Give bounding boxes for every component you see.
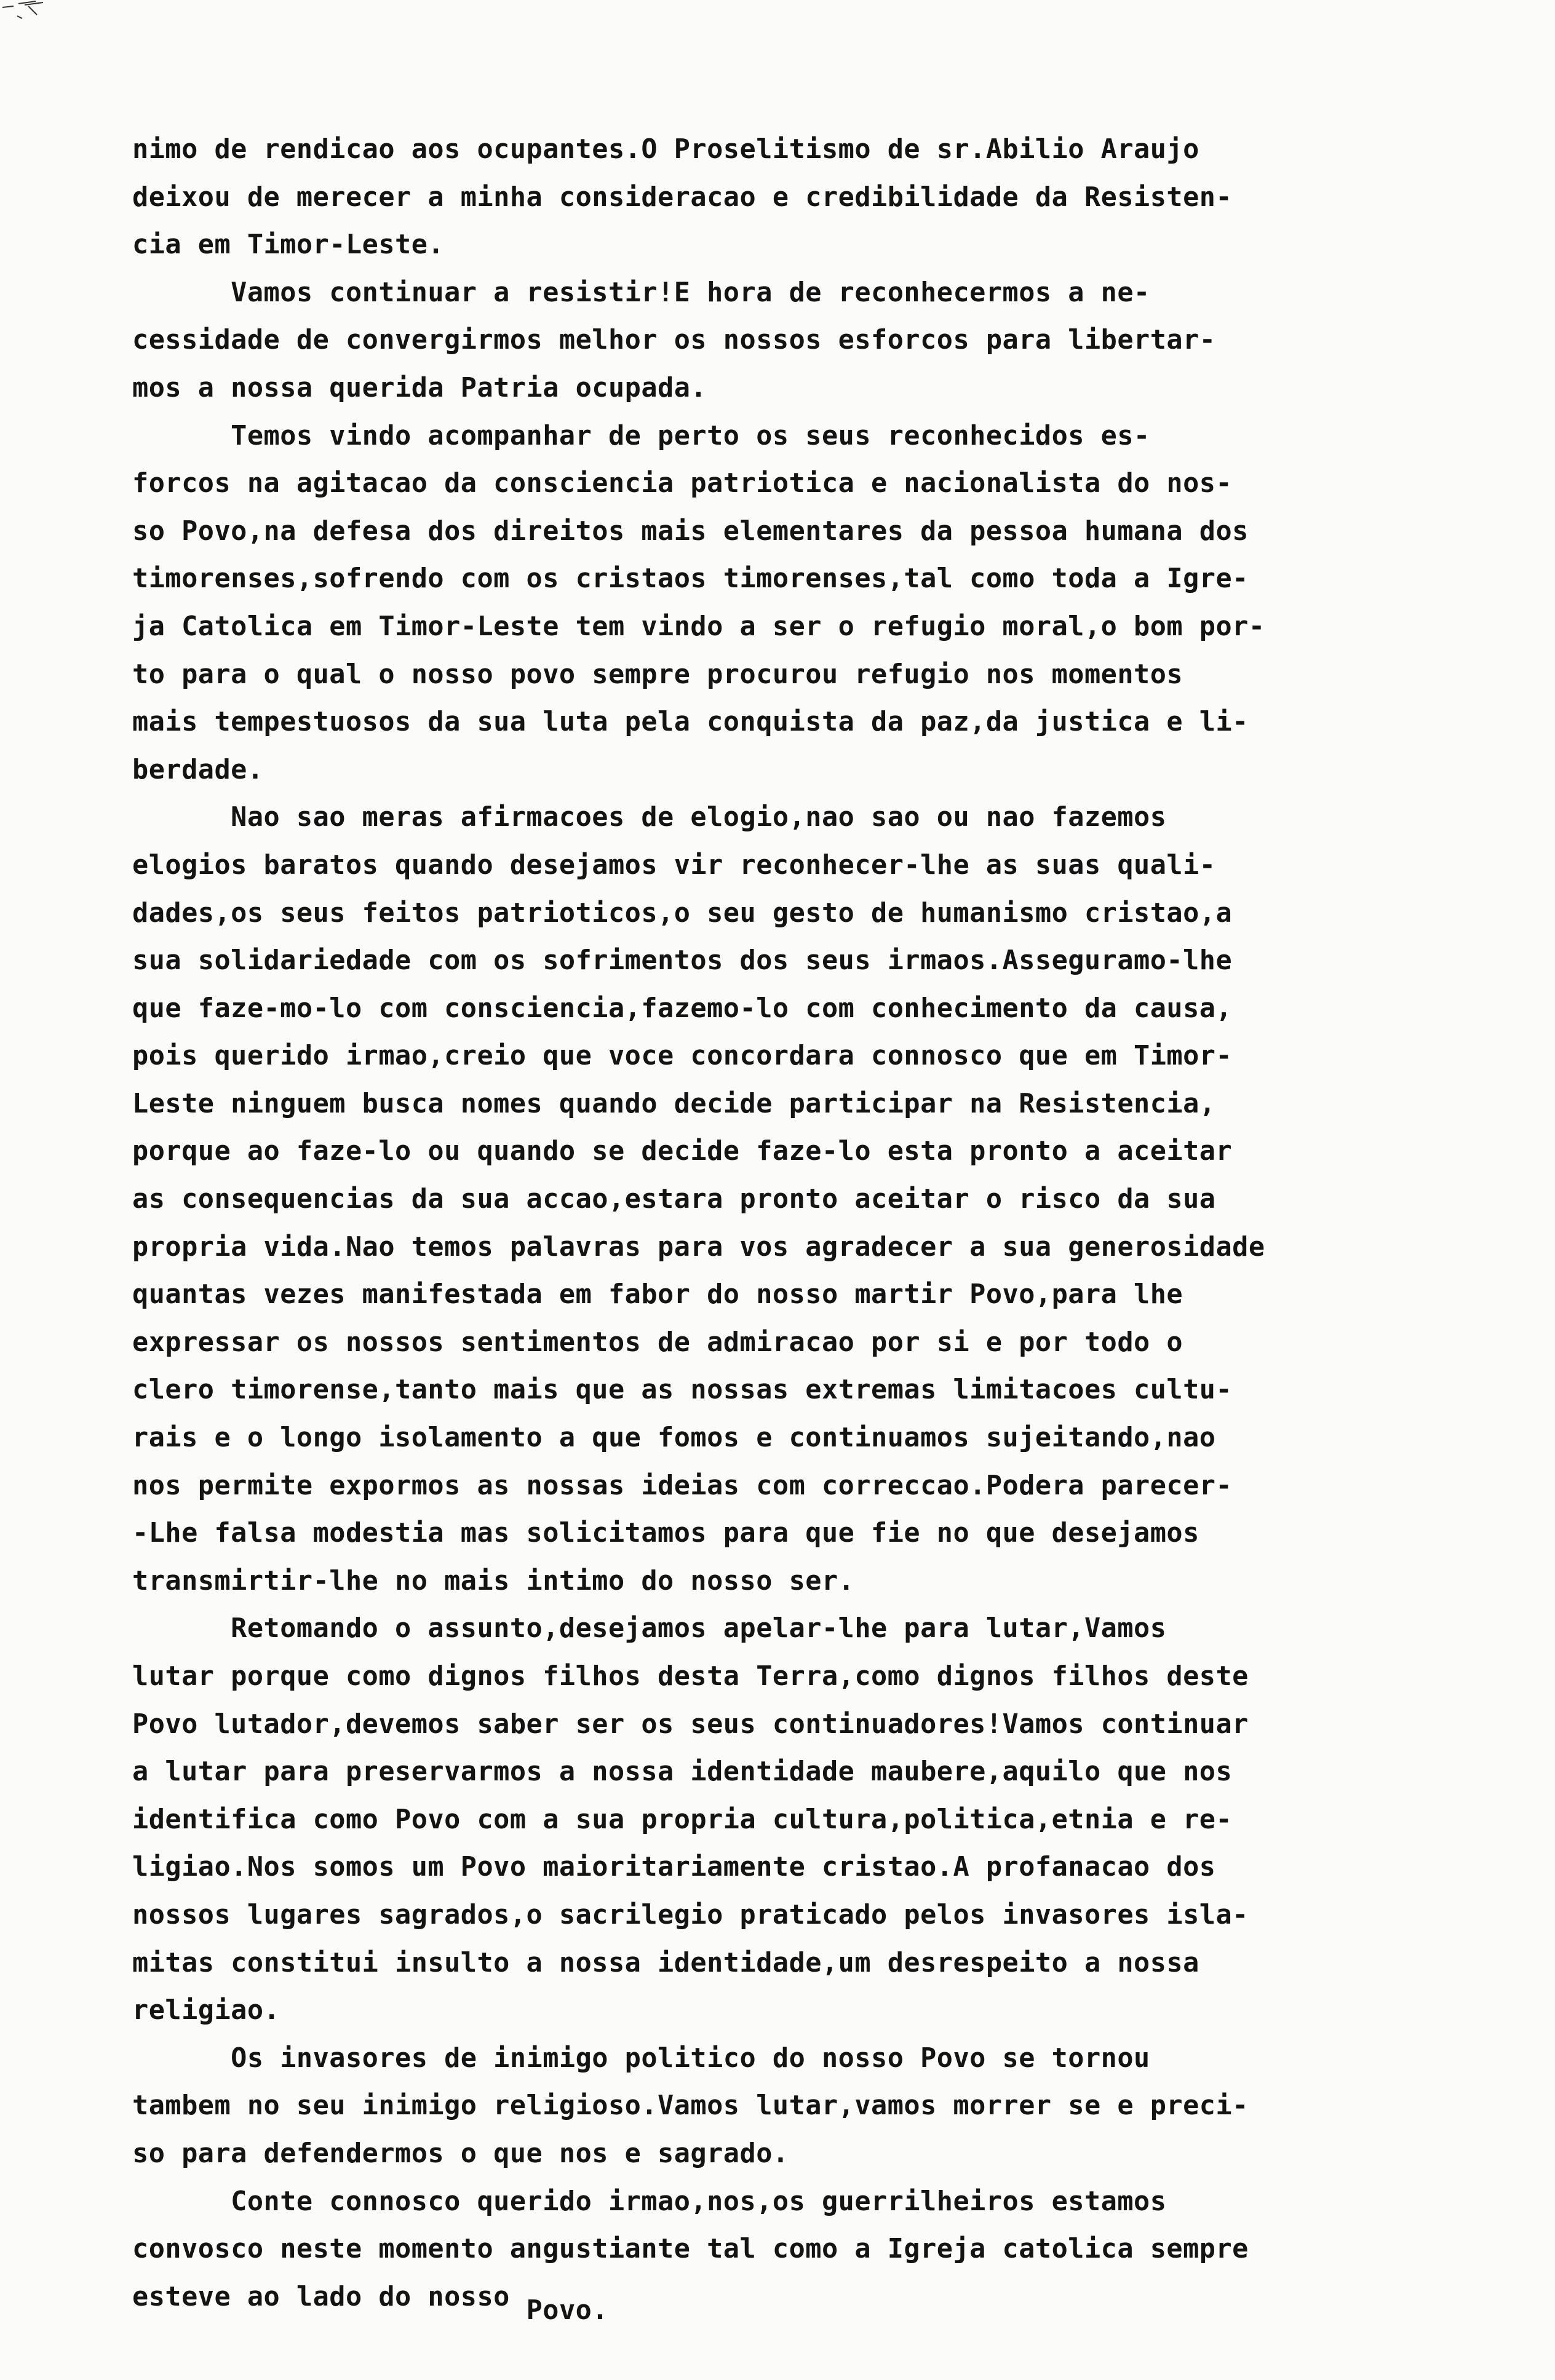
text-line: clero timorense,tanto mais que as nossas extremas limitacoes cultu- xyxy=(132,1374,1233,1406)
text-line: elogios baratos quando desejamos vir reconhecer-lhe as suas quali- xyxy=(132,849,1216,881)
text-line: mais tempestuosos da sua luta pela conquista da paz,da justica e li- xyxy=(132,707,1249,738)
text-line: timorenses,sofrendo com os cristaos timorenses,tal como toda a Igre- xyxy=(132,563,1249,595)
text-line: forcos na agitacao da consciencia patriotica e nacionalista do nos- xyxy=(132,468,1233,499)
text-line: religiao. xyxy=(132,1995,280,2026)
text-line: deixou de merecer a minha consideracao e credibilidade da Resisten- xyxy=(132,181,1233,213)
text-line: identifica como Povo com a sua propria cultura,politica,etnia e re- xyxy=(132,1804,1233,1835)
text-line: transmirtir-lhe no mais intimo do nosso ser. xyxy=(132,1565,855,1597)
text-line: convosco neste momento angustiante tal como a Igreja catolica sempre xyxy=(132,2234,1249,2265)
text-line: nimo de rendicao aos ocupantes.O Proselitismo de sr.Abilio Araujo xyxy=(132,134,1199,165)
text-line: -Lhe falsa modestia mas solicitamos para que fie no que desejamos xyxy=(132,1518,1199,1549)
text-line: porque ao faze-lo ou quando se decide faze-lo esta pronto a aceitar xyxy=(132,1136,1233,1167)
text-line: ligiao.Nos somos um Povo maioritariamente cristao.A profanacao dos xyxy=(132,1852,1216,1883)
text-line: Nao sao meras afirmacoes de elogio,nao sao ou nao fazemos xyxy=(132,802,1167,833)
text-line: quantas vezes manifestada em fabor do nosso martir Povo,para lhe xyxy=(132,1279,1183,1311)
text-line: so Povo,na defesa dos direitos mais elementares da pessoa humana dos xyxy=(132,515,1249,547)
text-line: sua solidariedade com os sofrimentos dos seus irmaos.Asseguramo-lhe xyxy=(132,945,1233,977)
text-line: ja Catolica em Timor-Leste tem vindo a ser o refugio moral,o bom por- xyxy=(132,611,1265,642)
text-line: pois querido irmao,creio que voce concordara connosco que em Timor- xyxy=(132,1041,1233,1072)
typewritten-letter-body xyxy=(132,126,1467,2326)
text-line: nos permite expormos as nossas ideias com correccao.Podera parecer- xyxy=(132,1470,1233,1501)
text-line: so para defendermos o que nos e sagrado. xyxy=(132,2138,789,2169)
text-line: expressar os nossos sentimentos de admiracao por si e por todo o xyxy=(132,1327,1183,1358)
text-line: rais e o longo isolamento a que fomos e continuamos sujeitando,nao xyxy=(132,1422,1216,1454)
text-line: to para o qual o nosso povo sempre procurou refugio nos momentos xyxy=(132,659,1183,690)
text-line: Retomando o assunto,desejamos apelar-lhe para lutar,Vamos xyxy=(132,1613,1167,1644)
final-line xyxy=(132,2274,1467,2326)
text-line: tambem no seu inimigo religioso.Vamos lutar,vamos morrer se e preci- xyxy=(132,2090,1249,2122)
text-line: Conte connosco querido irmao,nos,os guerrilheiros estamos xyxy=(132,2186,1167,2217)
text-line: que faze-mo-lo com consciencia,fazemo-lo com conhecimento da causa, xyxy=(132,993,1233,1024)
lowered-final-word: Povo. xyxy=(526,2295,609,2326)
scan-corner-mark xyxy=(0,0,68,49)
text-line: Povo lutador,devemos saber ser os seus continuadores!Vamos continuar xyxy=(132,1708,1249,1740)
text-line: Vamos continuar a resistir!E hora de reconhecermos a ne- xyxy=(132,277,1150,308)
text-line: Os invasores de inimigo politico do nosso Povo se tornou xyxy=(132,2042,1150,2074)
text-line: lutar porque como dignos filhos desta Terra,como dignos filhos deste xyxy=(132,1661,1249,1692)
text-line: dades,os seus feitos patrioticos,o seu gesto de humanismo cristao,a xyxy=(132,897,1233,929)
text-line: a lutar para preservarmos a nossa identidade maubere,aquilo que nos xyxy=(132,1756,1233,1788)
text-line: mos a nossa querida Patria ocupada. xyxy=(132,372,707,403)
text-line: Temos vindo acompanhar de perto os seus reconhecidos es- xyxy=(132,420,1150,451)
text-line: berdade. xyxy=(132,754,264,785)
text-line: Leste ninguem busca nomes quando decide participar na Resistencia, xyxy=(132,1088,1216,1119)
text-line: nossos lugares sagrados,o sacrilegio praticado pelos invasores isla- xyxy=(132,1899,1249,1930)
text-line: cia em Timor-Leste. xyxy=(132,229,445,261)
text-line: cessidade de convergirmos melhor os nossos esforcos para libertar- xyxy=(132,325,1216,356)
text-line: mitas constitui insulto a nossa identidade,um desrespeito a nossa xyxy=(132,1947,1199,1978)
final-line-text: esteve ao lado do nosso xyxy=(132,2281,510,2312)
text-line: propria vida.Nao temos palavras para vos agradecer a sua generosidade xyxy=(132,1231,1265,1263)
text-line: as consequencias da sua accao,estara pronto aceitar o risco da sua xyxy=(132,1184,1216,1215)
